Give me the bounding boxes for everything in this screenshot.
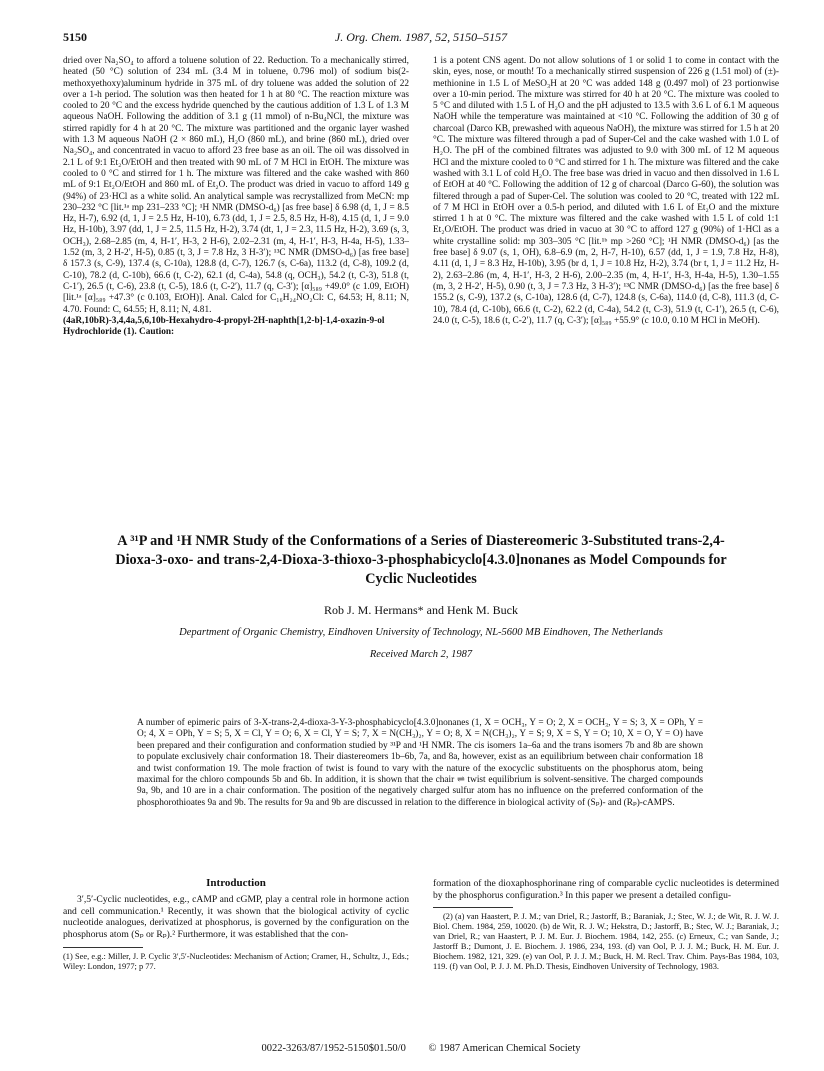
footnote-2: (2) (a) van Haastert, P. J. M.; van Driel, R.; Jastorff, B.; Baraniak, J.; Stec, W. J.; de Wit, R. J. W. J. Biol. Chem. 1984, 259, 10020. (b) de Wit, R. J. W.; Hekstra, D.; Jastorff, B.; Stec, W. J.; Baraniak, J.; van Driel, R.; van Haastert, P. J. M. Eur. J. Biochem. 1984, 142, 255. (c) Erneux, C.; van Sande, J.; Jastorff B.; Dumont, J. E. Biochem. J. 1986, 234, 193. (d) van Ool, P. J. J. M.; Buck, H. M. Eur. J. Biochem. 1982, 121, 329. (e) van Ool, P. J. J. M.; Buck, H. M. Recl. Trav. Chim. Pays-Bas 1984, 103, 119. (f) van Ool, P. J. J. M. Ph.D. Thesis, Eindhoven University of Technology, 1983. (433, 912, 779, 972)
footnote-divider (63, 947, 143, 948)
article-header (103, 532, 739, 660)
page-footer (63, 1043, 779, 1054)
introduction-paragraph: 3′,5′-Cyclic nucleotides, e.g., cAMP and cGMP, play a central role in hormone action and cell communication.¹ Recently, it was shown that the biological activity of cyclic nucleotide analogues, derivatized at phosphorus, is governed by the configuration on the phosphorus atom (Sₚ or Rₚ).² Furthermore, it was established that the con- (63, 894, 409, 941)
footnote-1: (1) See, e.g.: Miller, J. P. Cyclic 3′,5′-Nucleotides: Mechanism of Action; Cramer, H., Schultz, J., Eds.; Wiley: London, 1977; p 77. (63, 951, 409, 971)
experimental-paragraph: 1 is a potent CNS agent. Do not allow solutions of 1 or solid 1 to come in contact with the skin, eyes, nose, or mouth! To a mechanically stirred suspension of 226 g (1.51 mol) of (±)-methionine in 1.5 L of MeSO₃H at 20 °C was added 148 g (0.497 mol) of 23 portionwise over a 10-min period. The mixture was stirred for 40 h at 20 °C. The mixture was cooled to 5 °C and diluted with 1.5 L of H₂O and the pH adjusted to 13.5 with 3.6 L of 6.1 M aqueous NaOH while the temperature was maintained at <10 °C. Following the addition of 30 g of charcoal (Darco KB, prewashed with aqueous NaOH), the mixture was stirred for 1.5 h at 20 °C. The mixture was filtered through a pad of Super-Cel and the cake washed with 1.0 L of H₂O. The pH of the combined filtrates was adjusted to 9.0 with 300 mL of 12 M aqueous HCl and the mixture cooled to 0 °C and stirred for 1 h. The mixture was filtered and the cake washed with 3.1 L of cold H₂O. The free base was dried in vacuo and then dissolved in 1.6 L of EtOH at 40 °C. Following the addition of 12 g of charcoal (Darco G-60), the solution was filtered through a pad of Super-Cel. The solution was cooled to 20 °C, treated with 122 mL of 7 M HCl in EtOH over a 0.5-h period, and diluted with 1.6 L of Et₂O and the mixture stirred 1 h at 0 °C. The mixture was filtered and the cake washed with 1.5 L of cold 1:1 Et₂O/EtOH. The product was dried in vacuo at 30 °C to afford 127 g (90%) of 1·HCl as a white crystalline solid: mp 303–305 °C [lit.¹ᵇ mp >260 °C]; ¹H NMR (DMSO-d₆) [as the free base] δ 9.07 (s, 1, OH), 6.8–6.9 (m, 2, H-7, H-10), 6.57 (dd, 1, J = 1.9, 7.8 Hz, H-8), 4.11 (d, 1, J = 8.3 Hz, H-10b), 3.95 (br d, 1, J = 10.8 Hz, H-2), 3.74 (br t, 1, J = 11.2 Hz, H-2), 2.63–2.86 (m, 4, H-1′, H-3, 2 H-6), 2.00–2.35 (m, 4, H-1′, H-3, H-4a, H-5), 1.30–1.55 (m, 3, 2 H-2′, H-5), 0.90 (t, 3, J = 7.3 Hz, 3 H-3′); ¹³C NMR (DMSO-d₆) [as the free base] δ 155.2 (s, C-9), 137.2 (s, C-10a), 128.6 (d, C-7), 124.8 (s, C-6a), 114.0 (d, C-8), 111.3 (d, C-10), 78.4 (d, C-10b), 66.6 (t, C-2), 62.2 (d, C-4a), 54.2 (t, C-3), 51.9 (t, C-1′), 26.5 (t, C-6), 24.0 (t, C-5), 18.6 (t, C-2′), 11.7 (q, C-3′); [α]₅₈₉ +55.9° (c 10.0, 0.10 M HCl in MeOH). (433, 56, 779, 326)
left-column (63, 56, 409, 512)
body-left-column (63, 878, 409, 972)
compound-heading: (4aR,10bR)-3,4,4a,5,6,10b-Hexahydro-4-propyl-2H-naphth[1,2-b]-1,4-oxazin-9-ol Hydrochloride (1). Caution: (63, 315, 385, 338)
introduction-heading: Introduction (206, 877, 266, 889)
article-authors: Rob J. M. Hermans* and Henk M. Buck (324, 603, 518, 617)
issn-code: 0022-3263/87/1952-5150$01.50/0 (261, 1043, 406, 1054)
body-right-column (433, 878, 779, 972)
journal-page (63, 30, 779, 1054)
introduction-continued: formation of the dioxaphosphorinane ring of comparable cyclic nucleotides is determined by the phosphorus configuration.³ In this paper we present a detailed configu- (433, 878, 779, 901)
received-date: Received March 2, 1987 (369, 649, 473, 660)
page-number: 5150 (63, 30, 87, 44)
running-head (63, 30, 779, 46)
author-affiliation: Department of Organic Chemistry, Eindhoven University of Technology, NL-5600 MB Eindhoven, The Netherlands (179, 627, 663, 638)
experimental-paragraph: dried over Na₂SO₄ to afford a toluene solution of 22. Reduction. To a mechanically stirred, heated (50 °C) solution of 234 mL (3.4 M in toluene, 0.796 mol) of sodium bis(2-methoxyethoxy)aluminum hydride in 375 mL of dry toluene was added the solution of 22 over a 1-h period. The solution was then heated for 1 h at 80 °C. The reaction mixture was cooled to 20 °C and the excess hydride quenched by the cautious addition of 1.3 L of 1.3 M aqueous NaOH. Following the addition of 3.1 g (11 mmol) of n-Bu₄NCl, the mixture was stirred rapidly for 4 h at 20 °C. The mixture was partitioned and the organic layer washed with 1.3 M aqueous NaOH (2 × 860 mL), H₂O (860 mL), and brine (860 mL), dried over Na₂SO₄, and concentrated in vacuo to afford 23 free base as an oil. The oil was dissolved in 2.1 L of 9:1 Et₂O/EtOH and then treated with 90 mL of 7 M HCl in EtOH. The mixture was cooled to 0 °C and stirred for 1 h. The mixture was filtered and the cake washed with 860 mL of 9:1 Et₂O/EtOH and 860 mL of Et₂O. The product was dried in vacuo to afford 149 g (94%) of 23·HCl as a white solid. An analytical sample was recrystallized from MeCN: mp 230–232 °C [lit.¹ᵃ mp 231–233 °C]; ¹H NMR (DMSO-d₆) [as free base] δ 6.98 (d, 1, J = 8.5 Hz, H-7), 6.92 (d, 1, J = 2.5 Hz, H-10), 6.73 (dd, 1, J = 2.5, 8.5 Hz, H-8), 4.15 (d, 1, J = 9.0 Hz, H-10b), 3.97 (dd, 1, J = 2.5, 11.5 Hz, H-2), 3.74 (dt, 1, J = 2.3, 11.5 Hz, H-2), 3.69 (s, 3, OCH₃), 2.68–2.85 (m, 4, H-1′, H-3, 2 H-6), 2.02–2.31 (m, 4, H-1′, H-3, H-4a, H-5), 1.33–1.52 (m, 3, 2 H-2′, H-5), 0.85 (t, 3, J = 7.8 Hz, 3 H-3′); ¹³C NMR (DMSO-d₆) [as free base] δ 157.3 (s, C-9), 137.4 (s, C-10a), 128.8 (d, C-7), 126.7 (s, C-6a), 113.2 (d, C-8), 109.2 (d, C-10), 78.2 (d, C-10b), 66.6 (t, C-2), 62.1 (d, C-4a), 54.8 (q, OCH₃), 54.2 (t, C-3), 51.8 (t, C-1′), 26.5 (t, C-6), 23.8 (t, C-5), 18.6 (t, C-2′), 11.7 (q, C-3′); [α]₅₈₉ +49.0° (c 1.09, EtOH) [lit.¹ᵃ [α]₅₈₉ +47.3° (c 0.103, EtOH)]. Anal. Calcd for C₁₆H₂₄NO₂Cl: C, 64.53; H, 8.11; N, 4.70. Found: C, 64.55; H, 8.11; N, 4.81. (63, 56, 409, 315)
article-title: A ³¹P and ¹H NMR Study of the Conformations of a Series of Diastereomeric 3-Substituted trans-2,4-Dioxa-3-oxo- and trans-2,4-Dioxa-3-thioxo-3-phosphabicyclo[4.3.0]nonanes as Model Compounds for Cyclic Nucleotides (115, 533, 727, 587)
abstract: A number of epimeric pairs of 3-X-trans-2,4-dioxa-3-Y-3-phosphabicyclo[4.3.0]nonanes (1, X = OCH₃, Y = O; 2, X = OCH₃, Y = S; 3, X = OPh, Y = O; 4, X = OPh, Y = S; 5, X = Cl, Y = O; 6, X = Cl, Y = S; 7, X = N(CH₃)₂, Y = O; 8, X = N(CH₃)₂, Y = S; 9, X = S, Y = O; 10, X = O, Y = O) have been prepared and their configuration and conformation studied by ³¹P and ¹H NMR. The cis isomers 1a–6a and the trans isomers 7b and 8b are shown to populate exclusively chair conformation 18. Their diastereomers 1b–6b, 7a, and 8a, however, exist as an equilibrium between chair conformation 18 and twist conformation 19. The mole fraction of twist is found to vary with the nature of the exocyclic substituents on the phosphorus atom, being maximal for the chloro compounds 5b and 6b. In addition, it is shown that the chair ⇌ twist equilibrium is solvent-sensitive. The charged compounds 9a, 9b, and 10 are in a chair conformation. The position of the negatively charged sulfur atom has no influence on the preferred conformation of the phosphorothioates 9a and 9b. The results for 9a and 9b are discussed in relation to the difference in biological activity of (Sₚ)- and (Rₚ)-cAMPS. (137, 718, 703, 808)
journal-reference: J. Org. Chem. 1987, 52, 5150–5157 (334, 30, 508, 44)
right-column (433, 56, 779, 512)
footnote-divider (433, 907, 513, 908)
copyright: © 1987 American Chemical Society (428, 1043, 581, 1054)
